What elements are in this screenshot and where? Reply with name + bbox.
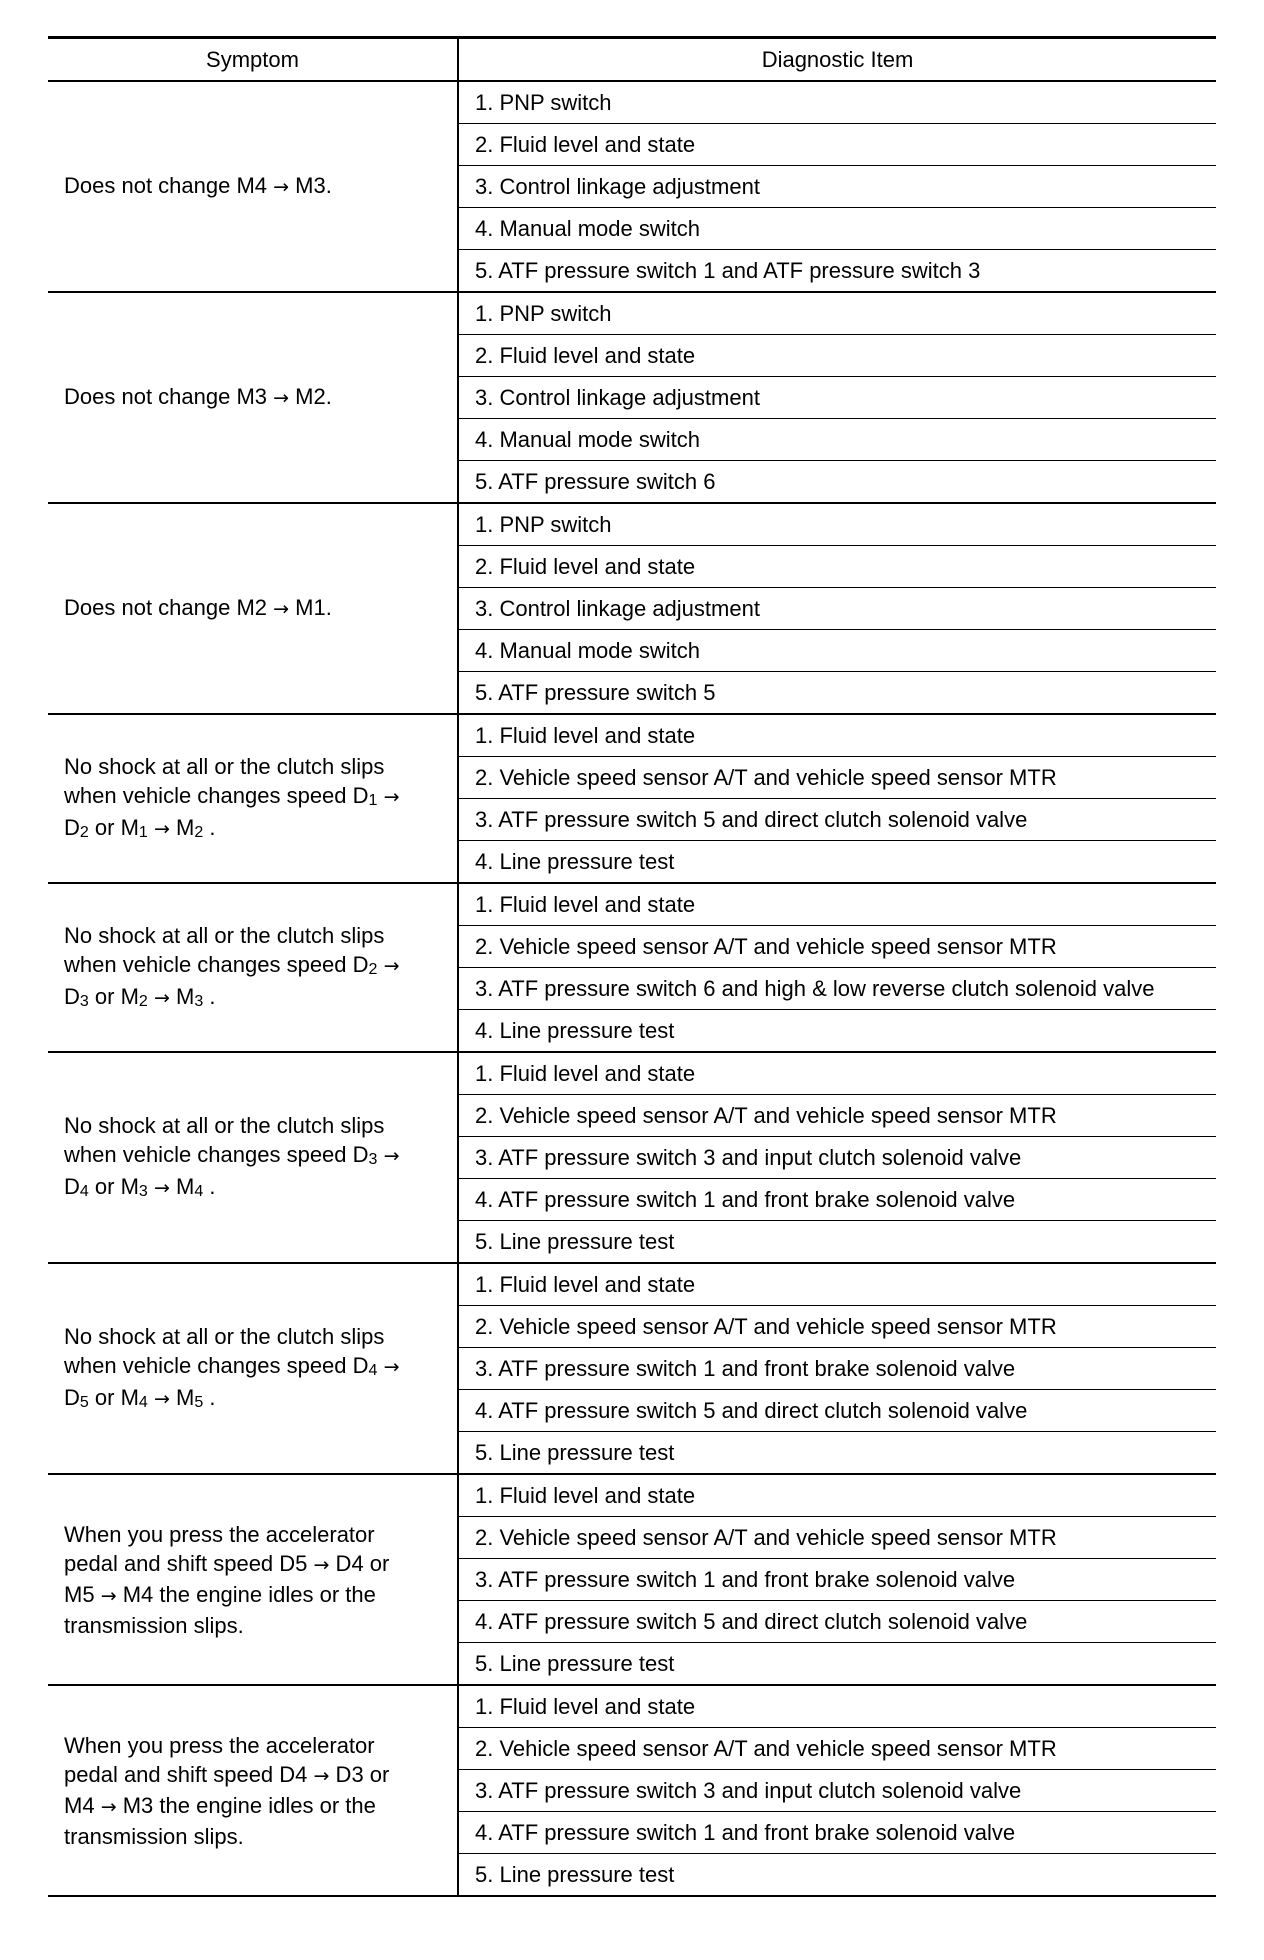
symptom-line: [64, 1611, 447, 1640]
diagnostic-item: 1. Fluid level and state: [458, 883, 1216, 926]
subscript-text: 5: [79, 1394, 89, 1411]
symptom-text: When you press the accelerator: [64, 1521, 375, 1547]
arrow-right-icon: →: [100, 1584, 117, 1607]
arrow-right-icon: →: [313, 1764, 330, 1787]
symptom-line: [64, 1520, 447, 1549]
symptom-line: [64, 382, 447, 413]
arrow-right-icon: →: [153, 1177, 170, 1199]
subscript-text: 2: [138, 993, 148, 1010]
symptom-text: .: [203, 984, 216, 1009]
diagnostic-item: 4. ATF pressure switch 1 and front brake solenoid valve: [458, 1179, 1216, 1221]
table-body: [48, 81, 1216, 1896]
diagnostic-item: 1. Fluid level and state: [458, 714, 1216, 757]
diagnostic-item: 4. Manual mode switch: [458, 419, 1216, 461]
symptom-line: [64, 1111, 447, 1140]
symptom-text: No shock at all or the clutch slips: [64, 923, 385, 948]
symptom-line: [64, 1172, 447, 1204]
symptom-cell: [48, 1052, 458, 1263]
symptom-cell: [48, 81, 458, 292]
table-row: [48, 714, 1216, 757]
arrow-right-icon: →: [313, 1553, 330, 1576]
symptom-cell: [48, 883, 458, 1052]
arrow-right-icon: →: [273, 598, 290, 620]
subscript-text: 1: [368, 792, 378, 809]
symptom-cell: [48, 503, 458, 714]
symptom-line: [64, 1140, 447, 1172]
symptom-cell: [48, 1263, 458, 1474]
table-row: [48, 1263, 1216, 1306]
symptom-line: [64, 1580, 447, 1611]
subscript-text: 4: [79, 1183, 89, 1200]
symptom-text: pedal and shift speed D5: [64, 1550, 314, 1576]
symptom-text: M: [169, 1174, 195, 1199]
diagnostic-item: 5. Line pressure test: [458, 1643, 1216, 1686]
subscript-text: 4: [194, 1183, 204, 1200]
diagnostic-item: 2. Vehicle speed sensor A/T and vehicle speed sensor MTR: [458, 1517, 1216, 1559]
symptom-line: [64, 593, 447, 624]
subscript-text: 3: [368, 1151, 378, 1168]
symptom-text: .: [203, 815, 216, 840]
diagnostic-item: 5. Line pressure test: [458, 1221, 1216, 1264]
diagnostic-item: 3. ATF pressure switch 3 and input clutch solenoid valve: [458, 1770, 1216, 1812]
symptom-text: D: [64, 1385, 80, 1410]
symptom-text: M4 the engine idles or the: [116, 1581, 376, 1607]
diagnostic-item: 2. Vehicle speed sensor A/T and vehicle speed sensor MTR: [458, 1095, 1216, 1137]
diagnostic-item: 3. ATF pressure switch 1 and front brake solenoid valve: [458, 1348, 1216, 1390]
diagnostic-item: 3. Control linkage adjustment: [458, 166, 1216, 208]
symptom-line: [64, 781, 447, 813]
symptom-text: M3 the engine idles or the: [116, 1792, 376, 1818]
symptom-text: No shock at all or the clutch slips: [64, 754, 385, 779]
symptom-line: [64, 813, 447, 845]
diagnostic-column-header: Diagnostic Item: [458, 38, 1216, 82]
symptom-text: D: [64, 984, 80, 1009]
symptom-text: No shock at all or the clutch slips: [64, 1113, 385, 1138]
symptom-text: When you press the accelerator: [64, 1732, 375, 1758]
symptom-cell: [48, 714, 458, 883]
table-row: [48, 503, 1216, 546]
table-row: [48, 81, 1216, 124]
diagnostic-item: 5. ATF pressure switch 6: [458, 461, 1216, 504]
symptom-cell: [48, 292, 458, 503]
arrow-right-icon: →: [153, 987, 170, 1009]
symptom-line: [64, 1322, 447, 1351]
diagnostic-item: 5. ATF pressure switch 1 and ATF pressure switch 3: [458, 250, 1216, 293]
diagnostic-item: 3. ATF pressure switch 3 and input clutch solenoid valve: [458, 1137, 1216, 1179]
symptom-text: Does not change M4: [64, 173, 274, 198]
subscript-text: 2: [79, 824, 89, 841]
symptom-text: transmission slips.: [64, 1612, 244, 1638]
diagnostic-item: 3. Control linkage adjustment: [458, 588, 1216, 630]
diagnostic-item: 2. Fluid level and state: [458, 335, 1216, 377]
symptom-line: [64, 1549, 447, 1580]
diagnostic-item: 2. Fluid level and state: [458, 546, 1216, 588]
subscript-text: 1: [138, 824, 148, 841]
symptom-line: [64, 921, 447, 950]
diagnostic-item: 3. ATF pressure switch 6 and high & low reverse clutch solenoid valve: [458, 968, 1216, 1010]
symptom-text: .: [203, 1174, 216, 1199]
symptom-cell: [48, 1474, 458, 1685]
symptom-line: [64, 1731, 447, 1760]
diagnostic-item: 4. ATF pressure switch 1 and front brake solenoid valve: [458, 1812, 1216, 1854]
subscript-text: 3: [79, 993, 89, 1010]
diagnostic-item: 2. Fluid level and state: [458, 124, 1216, 166]
diagnostic-item: 5. ATF pressure switch 5: [458, 672, 1216, 715]
arrow-right-icon: →: [383, 786, 400, 808]
symptom-text: when vehicle changes speed D: [64, 1142, 369, 1167]
subscript-text: 5: [194, 1394, 204, 1411]
symptom-cell: [48, 1685, 458, 1896]
symptom-text: M4: [64, 1792, 101, 1818]
symptom-text: D4 or: [329, 1550, 390, 1576]
symptom-text: M: [169, 815, 195, 840]
subscript-text: 3: [194, 993, 204, 1010]
table-row: [48, 883, 1216, 926]
symptom-text: or M: [88, 1385, 139, 1410]
diagnostic-item: 1. Fluid level and state: [458, 1474, 1216, 1517]
symptom-text: or M: [88, 815, 139, 840]
symptom-text: M3.: [289, 173, 332, 198]
subscript-text: 3: [138, 1183, 148, 1200]
table-row: [48, 1052, 1216, 1095]
table-row: [48, 1685, 1216, 1728]
symptom-text: .: [203, 1385, 216, 1410]
symptom-text: when vehicle changes speed D: [64, 1353, 369, 1378]
symptom-line: [64, 1351, 447, 1383]
symptom-text: when vehicle changes speed D: [64, 783, 369, 808]
symptom-line: [64, 1383, 447, 1415]
symptom-line: [64, 1791, 447, 1822]
diagnostic-item: 1. PNP switch: [458, 503, 1216, 546]
symptom-text: D3 or: [329, 1761, 390, 1787]
symptom-text: M1.: [289, 595, 332, 620]
diagnostic-item: 2. Vehicle speed sensor A/T and vehicle speed sensor MTR: [458, 926, 1216, 968]
diagnostic-item: 1. PNP switch: [458, 81, 1216, 124]
diagnostic-item: 4. ATF pressure switch 5 and direct clutch solenoid valve: [458, 1390, 1216, 1432]
symptom-line: [64, 1760, 447, 1791]
diagnostic-item: 2. Vehicle speed sensor A/T and vehicle speed sensor MTR: [458, 1728, 1216, 1770]
diagnostic-item: 4. Manual mode switch: [458, 208, 1216, 250]
symptom-text: M5: [64, 1581, 101, 1607]
diagnostic-item: 4. ATF pressure switch 5 and direct clutch solenoid valve: [458, 1601, 1216, 1643]
header-row: [48, 38, 1216, 82]
diagnostic-item: 5. Line pressure test: [458, 1432, 1216, 1475]
arrow-right-icon: →: [273, 387, 290, 409]
symptom-text: transmission slips.: [64, 1823, 244, 1849]
symptom-line: [64, 171, 447, 202]
diagnostic-item: 1. Fluid level and state: [458, 1052, 1216, 1095]
arrow-right-icon: →: [153, 818, 170, 840]
diagnostic-item: 2. Vehicle speed sensor A/T and vehicle speed sensor MTR: [458, 757, 1216, 799]
symptom-text: D: [64, 1174, 80, 1199]
diagnostic-item: 3. Control linkage adjustment: [458, 377, 1216, 419]
diagnostic-item: 5. Line pressure test: [458, 1854, 1216, 1897]
symptom-line: [64, 950, 447, 982]
symptom-text: Does not change M2: [64, 595, 274, 620]
diagnostic-item: 4. Line pressure test: [458, 841, 1216, 884]
diagnostic-item: 4. Manual mode switch: [458, 630, 1216, 672]
subscript-text: 2: [368, 961, 378, 978]
symptom-text: pedal and shift speed D4: [64, 1761, 314, 1787]
arrow-right-icon: →: [273, 176, 290, 198]
symptom-text: D: [64, 815, 80, 840]
diagnostic-item: 1. PNP switch: [458, 292, 1216, 335]
symptom-column-header: Symptom: [48, 38, 458, 82]
subscript-text: 4: [368, 1362, 378, 1379]
arrow-right-icon: →: [383, 955, 400, 977]
symptom-text: Does not change M3: [64, 384, 274, 409]
arrow-right-icon: →: [383, 1356, 400, 1378]
symptom-line: [64, 1822, 447, 1851]
diagnostic-item: 2. Vehicle speed sensor A/T and vehicle speed sensor MTR: [458, 1306, 1216, 1348]
arrow-right-icon: →: [153, 1388, 170, 1410]
diagnostic-item: 1. Fluid level and state: [458, 1685, 1216, 1728]
diagnostic-item: 1. Fluid level and state: [458, 1263, 1216, 1306]
table-row: [48, 292, 1216, 335]
diagnostic-item: 3. ATF pressure switch 5 and direct clutch solenoid valve: [458, 799, 1216, 841]
arrow-right-icon: →: [383, 1145, 400, 1167]
symptom-text: or M: [88, 984, 139, 1009]
subscript-text: 2: [194, 824, 204, 841]
table-row: [48, 1474, 1216, 1517]
symptom-text: No shock at all or the clutch slips: [64, 1324, 385, 1349]
symptom-text: or M: [88, 1174, 139, 1199]
arrow-right-icon: →: [100, 1795, 117, 1818]
symptom-text: when vehicle changes speed D: [64, 952, 369, 977]
diagnostic-table: [48, 36, 1216, 1897]
diagnostic-item: 3. ATF pressure switch 1 and front brake solenoid valve: [458, 1559, 1216, 1601]
diagnostic-item: 4. Line pressure test: [458, 1010, 1216, 1053]
symptom-text: M: [169, 984, 195, 1009]
symptom-text: M: [169, 1385, 195, 1410]
subscript-text: 4: [138, 1394, 148, 1411]
symptom-line: [64, 982, 447, 1014]
symptom-text: M2.: [289, 384, 332, 409]
symptom-line: [64, 752, 447, 781]
